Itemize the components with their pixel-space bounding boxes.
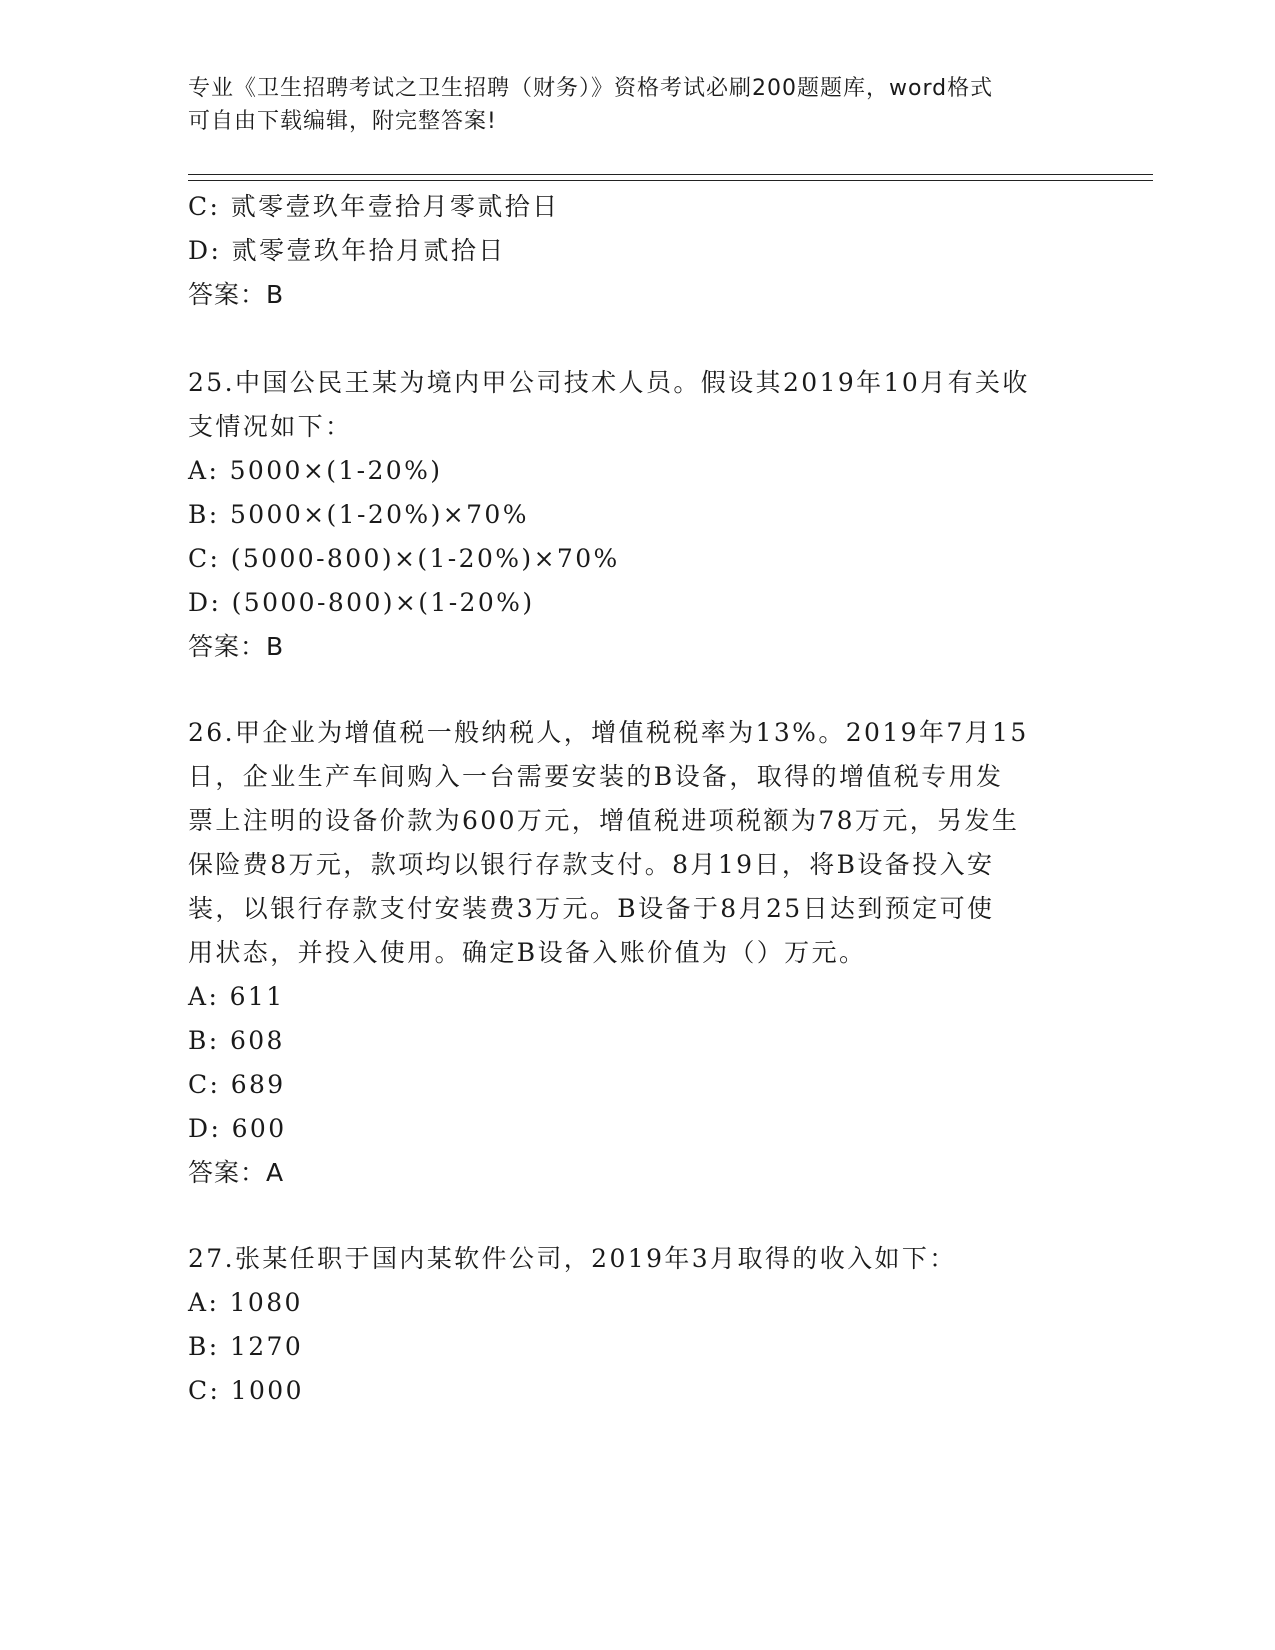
header-line-2: 可自由下载编辑，附完整答案! (188, 109, 497, 134)
document-header (188, 72, 1068, 138)
q24-option-d: D: 贰零壹玖年拾月贰拾日 (188, 236, 506, 265)
q25-option-d: D: (5000-800)×(1-20%) (188, 588, 535, 617)
q27-stem-line-1: 27.张某任职于国内某软件公司，2019年3月取得的收入如下： (188, 1244, 957, 1273)
q25-stem-line-1: 25.中国公民王某为境内甲公司技术人员。假设其2019年10月有关收 (188, 368, 1030, 397)
q26-stem-line-3: 票上注明的设备价款为600万元，增值税进项税额为78万元，另发生 (188, 806, 1020, 835)
q25-stem-line-2: 支情况如下： (188, 412, 353, 441)
q27-option-a: A: 1080 (188, 1288, 303, 1317)
header-line-1: 专业《卫生招聘考试之卫生招聘（财务）》资格考试必刷200题题库，word格式 (188, 76, 994, 101)
q26-stem-line-2: 日，企业生产车间购入一台需要安装的B设备，取得的增值税专用发 (188, 762, 1004, 791)
q25-option-c: C: (5000-800)×(1-20%)×70% (188, 544, 620, 573)
q25-option-b: B: 5000×(1-20%)×70% (188, 500, 529, 529)
q26-option-c: C: 689 (188, 1070, 286, 1099)
q26-stem-line-4: 保险费8万元，款项均以银行存款支付。8月19日，将B设备投入安 (188, 850, 995, 879)
q26-stem-line-1: 26.甲企业为增值税一般纳税人，增值税税率为13%。2019年7月15 (188, 718, 1029, 747)
q26-option-a: A: 611 (188, 982, 285, 1011)
q26-option-b: B: 608 (188, 1026, 285, 1055)
q24-option-c: C: 贰零壹玖年壹拾月零贰拾日 (188, 192, 560, 221)
q26-stem-line-6: 用状态，并投入使用。确定B设备入账价值为（）万元。 (188, 938, 867, 967)
q26-stem-line-5: 装，以银行存款支付安装费3万元。B设备于8月25日达到预定可使 (188, 894, 995, 923)
q27-option-c: C: 1000 (188, 1376, 304, 1405)
q26-answer: 答案：A (188, 1158, 285, 1187)
q27-option-b: B: 1270 (188, 1332, 304, 1361)
header-divider-top (188, 174, 1153, 175)
q24-answer: 答案：B (188, 280, 285, 309)
q26-option-d: D: 600 (188, 1114, 287, 1143)
q25-answer: 答案：B (188, 632, 285, 661)
q25-option-a: A: 5000×(1-20%) (188, 456, 443, 485)
header-divider-bottom (188, 180, 1153, 181)
